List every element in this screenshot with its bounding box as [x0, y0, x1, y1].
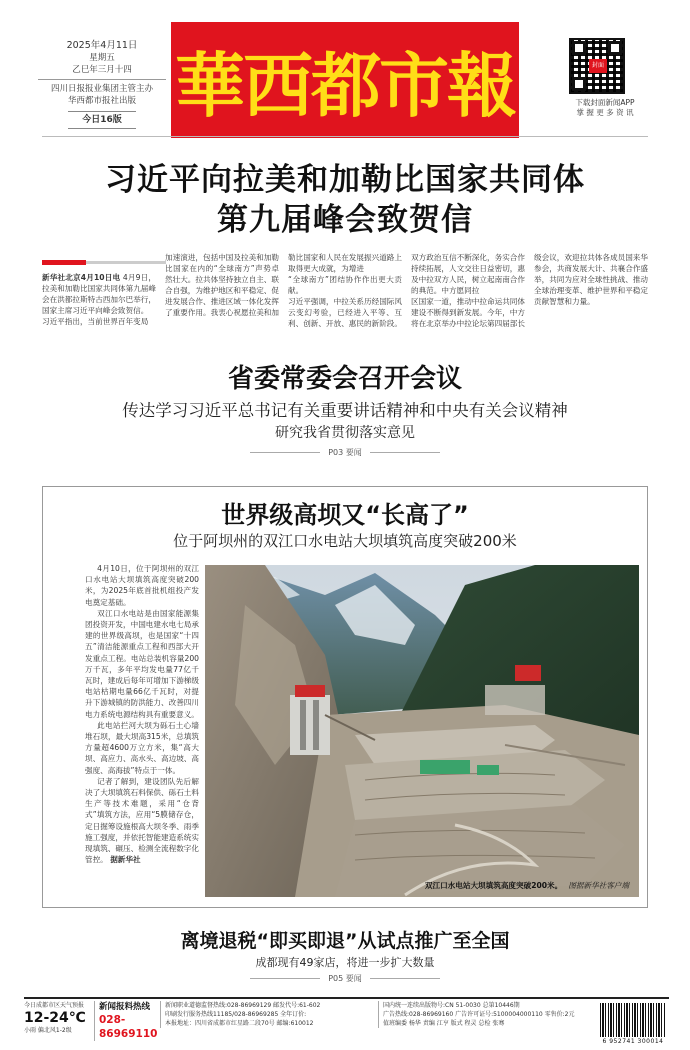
article-paragraph: 4月10日，位于阿坝州的双江口水电站大坝填筑高度突破200米，为2025年底首批机组投产发电奠定基础。 [85, 564, 199, 607]
lead-paragraph: 加速演进，包括中国及拉美和加勒比国家在内的“全球南方”声势卓然壮大。拉共体坚持独立自主、联合自强，为维护地区和平稳定、促进发展合作、推进区域一体化发挥了重要作用。我衷心祝愿拉美和加勒比国家和人民在发展振兴道路上取得更大成就，为增进 [165, 253, 402, 317]
issue-weekday: 星期五 [89, 53, 115, 63]
footer-divider [24, 997, 669, 999]
divider [38, 79, 166, 80]
page-reference[interactable]: P05 要闻 [42, 973, 648, 985]
lead-paragraph: 习近平指出，当前世界百年变局 [42, 317, 149, 326]
subhead-dam: 位于阿坝州的双江口水电站大坝填筑高度突破200米 [173, 532, 517, 550]
issue-weekday-lunar [38, 52, 166, 64]
contact-info: 新闻职业道德监督热线:028-86969129 邮发代号:61-602 印刷发行服务热线11185/028-86969285 全年订价: 本报地址：四川省成都市红星路二段70号 邮编:610012 [160, 1001, 370, 1028]
publication-meta: 国内统一连续出版物号:CN 51-0030 总第10446期 广告热线:028-86969160 广告许可证号:5100004000110 零售价:2元 值班编委 杨华 责编 江亨 版式 程灵 总检 张骞 [378, 1001, 594, 1028]
logo-text: 華西都市報 [175, 43, 515, 127]
issue-lunar: 乙巳年三月十四 [72, 65, 132, 75]
lead-headline[interactable]: 习近平向拉美和加勒比国家共同体 第九届峰会致贺信 [105, 162, 585, 238]
qr-caption: 下载封面新闻APP 掌 握 更 多 资 讯 [575, 98, 635, 117]
publisher-line2: 华西都市报社出版 [67, 96, 136, 106]
hotline-title: 新闻报料热线 [99, 1002, 151, 1012]
hotline-number[interactable]: 028-86969110 [99, 1014, 158, 1040]
subhead-provincial-1: 传达学习习近平总书记有关重要讲话精神和中央有关会议精神 [122, 401, 568, 420]
issue-info [38, 40, 166, 129]
barcode-number: 6 952741 300014 [602, 1038, 664, 1045]
article-paragraph: 记者了解到，建设团队先后解决了大坝填筑石料保供、砾石土料生产等技术难题，采用“仓背式”填筑方法，应用“5膜储存仓，定日掘筹设施根高大坝冬季、雨季施工强度，并依托智能建造系统实现填筑、碾压、检测全流程数字化管控。 据新华社 [85, 776, 199, 865]
temperature: 12-24℃ [24, 1010, 86, 1026]
headline-dam[interactable]: 世界级高坝又“长高了” [221, 501, 469, 529]
news-hotline [94, 1001, 156, 1041]
weather-desc: 小雨 偏北风1-2级 [24, 1027, 72, 1034]
publisher-line1: 四川日报报业集团主管主办 [50, 84, 153, 94]
dam-photo-illustration [205, 565, 639, 897]
page-count: 今日16版 [68, 111, 136, 129]
headline-provincial-meeting[interactable]: 省委常委会召开会议 [227, 364, 462, 394]
dateline: 新华社北京4月10日电 [42, 273, 121, 282]
qr-code-icon[interactable] [569, 38, 625, 94]
headline-tax-refund[interactable]: 离境退税“即买即退”从试点推广至全国 [180, 930, 510, 952]
newspaper-logo [171, 22, 519, 138]
byline: 据新华社 [110, 855, 141, 865]
dam-article-body [85, 563, 199, 865]
barcode-icon [600, 1003, 666, 1037]
photo-caption: 双江口水电站大坝填筑高度突破200米。 图据新华社客户端 [424, 881, 629, 890]
dam-photo[interactable] [205, 565, 639, 897]
lead-paragraph: 习近平强调，中拉关系历经国际风云变幻考验，已经进入平等、互利、创新、开放、惠民的新阶段。双方政治互信不断深化，务实合作持续拓展，人文交往日益密切，惠及中拉双方人民，树立起南南合作的典范。中方愿同拉 [288, 253, 525, 328]
weather-forecast [24, 1001, 90, 1035]
lead-paragraph: 新华社北京4月10日电 4月9日，拉美和加勒比国家共同体第九届峰会在洪都拉斯特古西加尔巴举行，国家主席习近平向峰会致贺信。 [42, 273, 156, 315]
feature-box-dam [42, 486, 648, 908]
lead-paragraph: “全球南方”团结协作作出更大贡献。 [288, 275, 402, 295]
page-reference[interactable]: P03 要闻 [42, 447, 648, 459]
photo-credit: 图据新华社客户端 [568, 881, 629, 890]
article-paragraph: 此电站拦河大坝为砾石土心墙堆石坝，最大坝高315米，总填筑方量超4600万立方米，集“高大坝、高应力、高水头、高边坡、高强度、高海拔”特点于一体。 [85, 720, 199, 775]
subhead-tax-refund: 成都现有49家店，将进一步扩大数量 [255, 956, 435, 969]
article-paragraph: 双江口水电站是由国家能源集团投资开发，中国电建水电七局承建的世界级高坝，也是国家“十四五”清洁能源重点工程和西部大开发重点工程。电站总装机容量200万千瓦，多年平均发电量77亿千瓦时，建成后每年可增加下游梯级电站枯期电量66亿千瓦时，对提升下游城镇的防洪能力、改善四川电力系统电源结构具有重要意义。 [85, 608, 199, 719]
weather-title: 今日成都市区天气预报 [24, 1002, 85, 1009]
lead-paragraph: 区国家一道，推动中拉命运共同体建设不断得到新发展。今年，中方将在北京举办中拉论坛第四届部长级会议，欢迎拉共体各成员国来华参会，共商发展大计、共襄合作盛举，共同为应对全球性挑战、推动全球治理变革、维护世界和平稳定贡献智慧和力量。 [411, 253, 648, 328]
lead-article-body [42, 252, 648, 342]
masthead [0, 0, 690, 140]
qr-brand-label: 封面 [589, 59, 607, 73]
divider [42, 136, 648, 137]
issue-date: 2025年4月11日 [66, 40, 138, 51]
subhead-provincial-2: 研究我省贯彻落实意见 [275, 425, 415, 441]
